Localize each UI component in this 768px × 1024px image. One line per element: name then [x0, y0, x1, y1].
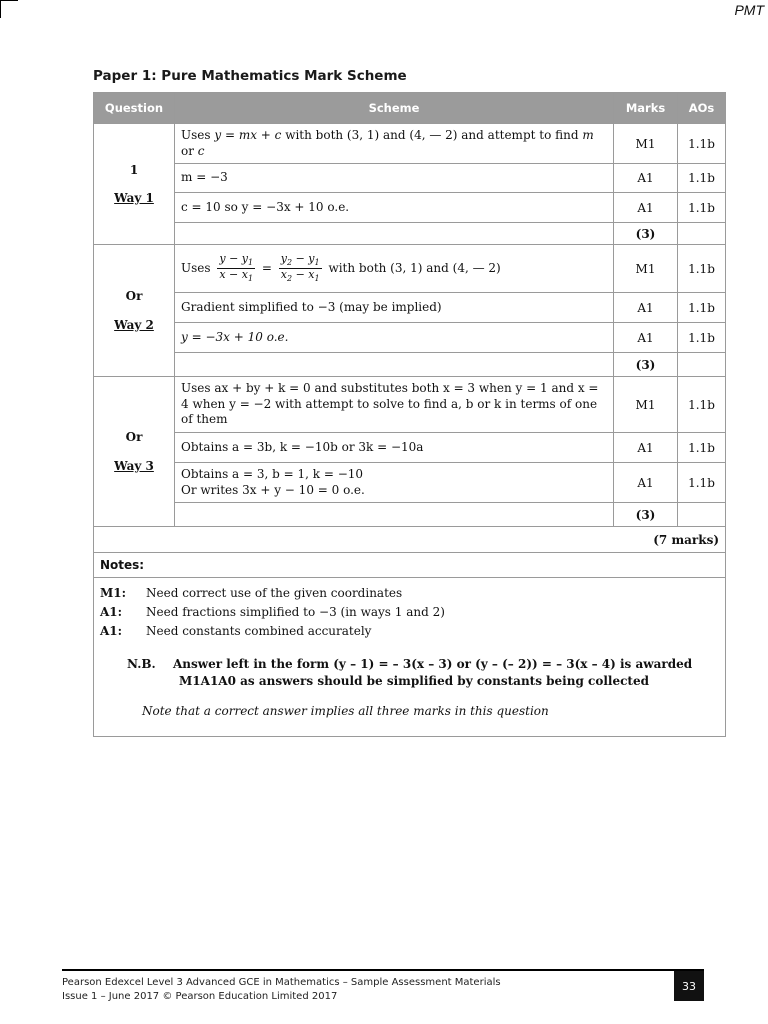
marks-cell: A1 [614, 323, 678, 353]
or-label: Or [125, 289, 143, 304]
way-label: Way 2 [114, 317, 154, 332]
aos-cell: 1.1b [678, 124, 726, 164]
column-header-marks: Marks [614, 93, 678, 124]
column-header-aos: AOs [678, 93, 726, 124]
fraction-right: $\frac{y_2 - y_1}{x_2 - x_1}$ [280, 252, 320, 284]
column-header-scheme: Scheme [175, 93, 614, 124]
scheme-cell: c = 10 so y = −3x + 10 o.e. [175, 193, 614, 223]
table-row [94, 503, 726, 527]
page-title: Paper 1: Pure Mathematics Mark Scheme [93, 68, 407, 84]
footer [62, 976, 501, 1003]
scheme-cell-empty [175, 353, 614, 377]
aos-cell: 1.1b [678, 193, 726, 223]
scheme-cell: Obtains a = 3, b = 1, k = −10 Or writes 3x + y − 10 = 0 o.e. [175, 463, 614, 503]
aos-cell-empty [678, 353, 726, 377]
column-header-question: Question [94, 93, 175, 124]
question-cell-way2 [94, 245, 175, 377]
question-number: 1 [129, 162, 139, 177]
scheme-cell-empty [175, 223, 614, 245]
crop-mark-vertical [0, 0, 1, 18]
table-row [94, 377, 726, 433]
footer-line-2: Issue 1 – June 2017 © Pearson Education Limited 2017 [62, 990, 338, 1002]
aos-cell: 1.1b [678, 245, 726, 293]
notes-row [94, 578, 726, 737]
fraction-left: $\frac{y - y_1}{x - x_1}$ [219, 252, 254, 284]
crop-mark-horizontal [0, 0, 18, 1]
aos-cell: 1.1b [678, 463, 726, 503]
aos-cell-empty [678, 223, 726, 245]
table-row [94, 124, 726, 164]
table-row [94, 164, 726, 193]
way-label: Way 3 [114, 458, 154, 473]
question-cell-way3 [94, 377, 175, 527]
marks-cell: A1 [614, 433, 678, 463]
table-row [94, 323, 726, 353]
notes-body [94, 578, 726, 737]
scheme-cell: Uses $\frac{y - y_1}{x - x_1}$ = $\frac{y_2 - y_1}{x_2 - x_1}$ with both (3, 1) and (4, — 2) [175, 245, 614, 293]
marks-cell: A1 [614, 293, 678, 323]
mark-scheme-table [93, 92, 726, 737]
aos-cell: 1.1b [678, 323, 726, 353]
subtotal-cell: (3) [614, 223, 678, 245]
scheme-cell: y = −3x + 10 o.e. [175, 323, 614, 353]
marks-cell: M1 [614, 245, 678, 293]
table-row [94, 193, 726, 223]
marks-cell: A1 [614, 164, 678, 193]
subtotal-cell: (3) [614, 503, 678, 527]
marks-cell: A1 [614, 193, 678, 223]
grand-total-row [94, 527, 726, 553]
scheme-cell: m = −3 [175, 164, 614, 193]
table-row [94, 293, 726, 323]
table-header-row [94, 93, 726, 124]
subtotal-cell: (3) [614, 353, 678, 377]
scheme-cell: Obtains a = 3b, k = −10b or 3k = −10a [175, 433, 614, 463]
scheme-cell: Uses y = mx + c with both (3, 1) and (4, — 2) and attempt to find m or c [175, 124, 614, 164]
scheme-cell: Gradient simplified to −3 (may be implied) [175, 293, 614, 323]
marks-cell: M1 [614, 377, 678, 433]
footer-divider [62, 969, 704, 971]
note-item: M1: Need correct use of the given coordinates [100, 586, 403, 600]
scheme-cell: Uses ax + by + k = 0 and substitutes both x = 3 when y = 1 and x = 4 when y = −2 with attempt to solve to find a, b or k in terms of one of them [175, 377, 614, 433]
aos-cell: 1.1b [678, 293, 726, 323]
corner-label: PMT [734, 2, 764, 18]
table-row [94, 223, 726, 245]
aos-cell: 1.1b [678, 433, 726, 463]
or-label: Or [125, 430, 143, 445]
aos-cell: 1.1b [678, 377, 726, 433]
marks-cell: A1 [614, 463, 678, 503]
nb-note: N.B. Answer left in the form (y – 1) = – 3(x – 3) or (y – (– 2)) = – 3(x – 4) is awarded M1A1A0 as answers should be simplified by constants being collected [127, 656, 693, 688]
way-label: Way 1 [114, 191, 154, 205]
footer-line-1: Pearson Edexcel Level 3 Advanced GCE in Mathematics – Sample Assessment Materials [62, 977, 501, 988]
marks-cell: M1 [614, 124, 678, 164]
notes-heading-row [94, 553, 726, 578]
question-cell-way1 [94, 124, 175, 245]
grand-total: (7 marks) [94, 527, 726, 553]
note-item: A1: Need constants combined accurately [100, 624, 372, 639]
italic-note: Note that a correct answer implies all three marks in this question [142, 704, 549, 719]
aos-cell-empty [678, 503, 726, 527]
note-item: A1: Need fractions simplified to −3 (in ways 1 and 2) [100, 605, 445, 620]
scheme-cell-empty [175, 503, 614, 527]
page-number: 33 [674, 971, 704, 1001]
table-row [94, 433, 726, 463]
table-row [94, 353, 726, 377]
notes-heading: Notes: [94, 553, 726, 578]
table-row [94, 463, 726, 503]
aos-cell: 1.1b [678, 164, 726, 193]
table-row [94, 245, 726, 293]
